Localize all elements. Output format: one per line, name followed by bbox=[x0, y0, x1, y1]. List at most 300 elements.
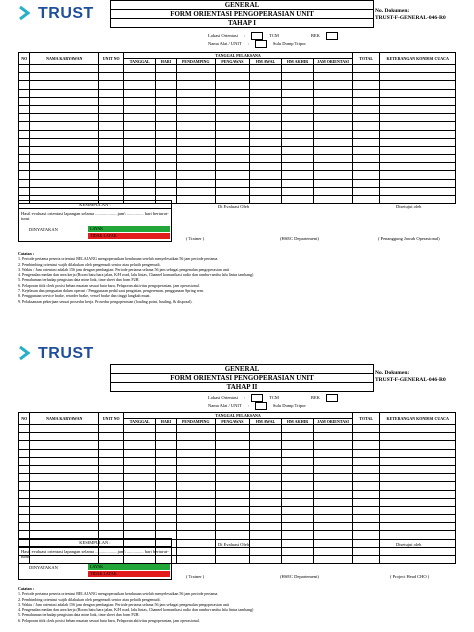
table-cell[interactable] bbox=[314, 498, 353, 506]
table-cell[interactable] bbox=[176, 547, 215, 555]
table-cell[interactable] bbox=[215, 457, 249, 465]
table-cell[interactable] bbox=[282, 425, 314, 433]
table-cell[interactable] bbox=[99, 146, 124, 154]
table-cell[interactable] bbox=[19, 146, 30, 154]
table-cell[interactable] bbox=[380, 187, 456, 195]
table-cell[interactable] bbox=[352, 523, 379, 531]
table-cell[interactable] bbox=[19, 122, 30, 130]
table-cell[interactable] bbox=[176, 490, 215, 498]
table-cell[interactable] bbox=[352, 498, 379, 506]
table-cell[interactable] bbox=[99, 523, 124, 531]
table-cell[interactable] bbox=[124, 482, 156, 490]
table-cell[interactable] bbox=[99, 433, 124, 441]
table-cell[interactable] bbox=[250, 89, 282, 97]
table-cell[interactable] bbox=[250, 506, 282, 514]
table-cell[interactable] bbox=[124, 122, 156, 130]
table-cell[interactable] bbox=[314, 523, 353, 531]
table-cell[interactable] bbox=[380, 523, 456, 531]
table-cell[interactable] bbox=[19, 155, 30, 163]
table-cell[interactable] bbox=[250, 163, 282, 171]
table-cell[interactable] bbox=[250, 556, 282, 564]
table-cell[interactable] bbox=[282, 433, 314, 441]
table-cell[interactable] bbox=[314, 441, 353, 449]
table-cell[interactable] bbox=[99, 138, 124, 146]
table-cell[interactable] bbox=[30, 81, 99, 89]
table-cell[interactable] bbox=[314, 490, 353, 498]
table-cell[interactable] bbox=[380, 425, 456, 433]
table-cell[interactable] bbox=[314, 163, 353, 171]
table-cell[interactable] bbox=[282, 506, 314, 514]
table-cell[interactable] bbox=[250, 523, 282, 531]
table-cell[interactable] bbox=[282, 556, 314, 564]
table-cell[interactable] bbox=[156, 73, 177, 81]
table-cell[interactable] bbox=[380, 65, 456, 73]
table-cell[interactable] bbox=[124, 105, 156, 113]
table-cell[interactable] bbox=[19, 105, 30, 113]
table-cell[interactable] bbox=[99, 163, 124, 171]
table-cell[interactable] bbox=[19, 482, 30, 490]
table-cell[interactable] bbox=[282, 171, 314, 179]
table-cell[interactable] bbox=[99, 65, 124, 73]
table-cell[interactable] bbox=[176, 196, 215, 204]
table-cell[interactable] bbox=[380, 457, 456, 465]
table-cell[interactable] bbox=[352, 539, 379, 547]
table-cell[interactable] bbox=[30, 130, 99, 138]
table-cell[interactable] bbox=[176, 146, 215, 154]
table-cell[interactable] bbox=[282, 97, 314, 105]
table-cell[interactable] bbox=[124, 457, 156, 465]
table-cell[interactable] bbox=[156, 122, 177, 130]
table-cell[interactable] bbox=[124, 146, 156, 154]
table-cell[interactable] bbox=[215, 196, 249, 204]
table-cell[interactable] bbox=[156, 515, 177, 523]
table-cell[interactable] bbox=[19, 515, 30, 523]
table-cell[interactable] bbox=[380, 179, 456, 187]
table-cell[interactable] bbox=[314, 73, 353, 81]
table-cell[interactable] bbox=[124, 498, 156, 506]
table-cell[interactable] bbox=[30, 465, 99, 473]
table-cell[interactable] bbox=[215, 556, 249, 564]
table-cell[interactable] bbox=[176, 179, 215, 187]
table-cell[interactable] bbox=[352, 138, 379, 146]
table-cell[interactable] bbox=[250, 114, 282, 122]
table-cell[interactable] bbox=[250, 498, 282, 506]
table-cell[interactable] bbox=[156, 171, 177, 179]
table-cell[interactable] bbox=[156, 138, 177, 146]
table-cell[interactable] bbox=[352, 449, 379, 457]
table-cell[interactable] bbox=[380, 105, 456, 113]
table-cell[interactable] bbox=[314, 65, 353, 73]
table-cell[interactable] bbox=[156, 81, 177, 89]
tidak-layak-option[interactable]: TIDAK LAYAK bbox=[88, 233, 170, 239]
table-cell[interactable] bbox=[30, 138, 99, 146]
table-cell[interactable] bbox=[19, 506, 30, 514]
table-cell[interactable] bbox=[99, 187, 124, 195]
table-cell[interactable] bbox=[215, 490, 249, 498]
table-cell[interactable] bbox=[250, 179, 282, 187]
table-cell[interactable] bbox=[282, 441, 314, 449]
table-cell[interactable] bbox=[314, 114, 353, 122]
table-cell[interactable] bbox=[380, 498, 456, 506]
table-cell[interactable] bbox=[124, 425, 156, 433]
table-cell[interactable] bbox=[314, 81, 353, 89]
table-cell[interactable] bbox=[156, 474, 177, 482]
table-cell[interactable] bbox=[352, 547, 379, 555]
unit-checkbox[interactable] bbox=[255, 402, 267, 410]
table-cell[interactable] bbox=[314, 433, 353, 441]
table-cell[interactable] bbox=[99, 515, 124, 523]
table-cell[interactable] bbox=[380, 474, 456, 482]
table-cell[interactable] bbox=[156, 97, 177, 105]
table-cell[interactable] bbox=[352, 474, 379, 482]
table-cell[interactable] bbox=[156, 163, 177, 171]
table-cell[interactable] bbox=[99, 482, 124, 490]
table-cell[interactable] bbox=[156, 441, 177, 449]
table-cell[interactable] bbox=[215, 155, 249, 163]
table-cell[interactable] bbox=[250, 81, 282, 89]
table-cell[interactable] bbox=[282, 187, 314, 195]
table-cell[interactable] bbox=[314, 187, 353, 195]
tcm-checkbox[interactable] bbox=[251, 394, 263, 402]
table-cell[interactable] bbox=[124, 474, 156, 482]
table-cell[interactable] bbox=[156, 425, 177, 433]
table-cell[interactable] bbox=[124, 171, 156, 179]
table-cell[interactable] bbox=[215, 498, 249, 506]
table-cell[interactable] bbox=[352, 457, 379, 465]
unit-checkbox[interactable] bbox=[255, 40, 267, 48]
table-cell[interactable] bbox=[176, 425, 215, 433]
table-cell[interactable] bbox=[156, 506, 177, 514]
table-cell[interactable] bbox=[99, 105, 124, 113]
table-cell[interactable] bbox=[352, 97, 379, 105]
table-cell[interactable] bbox=[250, 187, 282, 195]
table-cell[interactable] bbox=[380, 138, 456, 146]
table-cell[interactable] bbox=[282, 179, 314, 187]
table-cell[interactable] bbox=[380, 441, 456, 449]
table-cell[interactable] bbox=[176, 523, 215, 531]
table-cell[interactable] bbox=[176, 449, 215, 457]
table-cell[interactable] bbox=[215, 171, 249, 179]
table-cell[interactable] bbox=[215, 515, 249, 523]
table-cell[interactable] bbox=[250, 171, 282, 179]
table-cell[interactable] bbox=[380, 556, 456, 564]
table-cell[interactable] bbox=[352, 490, 379, 498]
table-cell[interactable] bbox=[156, 179, 177, 187]
table-cell[interactable] bbox=[380, 433, 456, 441]
table-cell[interactable] bbox=[176, 114, 215, 122]
table-cell[interactable] bbox=[352, 73, 379, 81]
table-cell[interactable] bbox=[124, 130, 156, 138]
table-cell[interactable] bbox=[124, 138, 156, 146]
table-cell[interactable] bbox=[124, 465, 156, 473]
table-cell[interactable] bbox=[215, 114, 249, 122]
table-cell[interactable] bbox=[380, 130, 456, 138]
table-cell[interactable] bbox=[156, 130, 177, 138]
table-cell[interactable] bbox=[314, 138, 353, 146]
table-cell[interactable] bbox=[215, 73, 249, 81]
table-cell[interactable] bbox=[314, 465, 353, 473]
table-cell[interactable] bbox=[156, 89, 177, 97]
table-cell[interactable] bbox=[156, 523, 177, 531]
table-cell[interactable] bbox=[215, 465, 249, 473]
table-cell[interactable] bbox=[380, 97, 456, 105]
table-cell[interactable] bbox=[380, 122, 456, 130]
table-cell[interactable] bbox=[19, 89, 30, 97]
table-cell[interactable] bbox=[352, 196, 379, 204]
table-cell[interactable] bbox=[314, 457, 353, 465]
table-cell[interactable] bbox=[99, 179, 124, 187]
table-cell[interactable] bbox=[282, 196, 314, 204]
table-cell[interactable] bbox=[380, 547, 456, 555]
tidak-layak-option[interactable]: TIDAK LAYAK bbox=[88, 571, 170, 577]
table-cell[interactable] bbox=[124, 490, 156, 498]
table-cell[interactable] bbox=[99, 425, 124, 433]
table-cell[interactable] bbox=[30, 179, 99, 187]
table-cell[interactable] bbox=[250, 122, 282, 130]
table-cell[interactable] bbox=[124, 73, 156, 81]
table-cell[interactable] bbox=[19, 97, 30, 105]
table-cell[interactable] bbox=[30, 65, 99, 73]
table-cell[interactable] bbox=[352, 105, 379, 113]
table-cell[interactable] bbox=[30, 482, 99, 490]
table-cell[interactable] bbox=[250, 433, 282, 441]
table-cell[interactable] bbox=[352, 163, 379, 171]
table-cell[interactable] bbox=[19, 433, 30, 441]
table-cell[interactable] bbox=[250, 97, 282, 105]
table-cell[interactable] bbox=[156, 187, 177, 195]
table-cell[interactable] bbox=[250, 73, 282, 81]
table-cell[interactable] bbox=[250, 465, 282, 473]
table-cell[interactable] bbox=[282, 482, 314, 490]
table-cell[interactable] bbox=[124, 187, 156, 195]
table-cell[interactable] bbox=[282, 547, 314, 555]
table-cell[interactable] bbox=[314, 122, 353, 130]
table-cell[interactable] bbox=[124, 179, 156, 187]
table-cell[interactable] bbox=[314, 474, 353, 482]
table-cell[interactable] bbox=[176, 457, 215, 465]
table-cell[interactable] bbox=[176, 163, 215, 171]
table-cell[interactable] bbox=[99, 155, 124, 163]
table-cell[interactable] bbox=[19, 498, 30, 506]
table-cell[interactable] bbox=[176, 465, 215, 473]
table-cell[interactable] bbox=[215, 105, 249, 113]
table-cell[interactable] bbox=[30, 163, 99, 171]
table-cell[interactable] bbox=[124, 449, 156, 457]
table-cell[interactable] bbox=[352, 130, 379, 138]
table-cell[interactable] bbox=[314, 515, 353, 523]
table-cell[interactable] bbox=[19, 187, 30, 195]
table-cell[interactable] bbox=[250, 146, 282, 154]
table-cell[interactable] bbox=[176, 556, 215, 564]
table-cell[interactable] bbox=[176, 433, 215, 441]
table-cell[interactable] bbox=[30, 146, 99, 154]
table-cell[interactable] bbox=[352, 425, 379, 433]
table-cell[interactable] bbox=[156, 457, 177, 465]
table-cell[interactable] bbox=[380, 114, 456, 122]
table-cell[interactable] bbox=[215, 523, 249, 531]
table-cell[interactable] bbox=[282, 515, 314, 523]
table-cell[interactable] bbox=[19, 138, 30, 146]
table-cell[interactable] bbox=[380, 155, 456, 163]
table-cell[interactable] bbox=[282, 163, 314, 171]
table-cell[interactable] bbox=[124, 65, 156, 73]
table-cell[interactable] bbox=[314, 482, 353, 490]
table-cell[interactable] bbox=[282, 89, 314, 97]
table-cell[interactable] bbox=[156, 465, 177, 473]
table-cell[interactable] bbox=[176, 474, 215, 482]
table-cell[interactable] bbox=[215, 482, 249, 490]
table-cell[interactable] bbox=[176, 531, 215, 539]
table-cell[interactable] bbox=[215, 146, 249, 154]
table-cell[interactable] bbox=[176, 187, 215, 195]
table-cell[interactable] bbox=[19, 73, 30, 81]
table-cell[interactable] bbox=[215, 163, 249, 171]
table-cell[interactable] bbox=[380, 449, 456, 457]
table-cell[interactable] bbox=[30, 122, 99, 130]
table-cell[interactable] bbox=[176, 498, 215, 506]
table-cell[interactable] bbox=[250, 155, 282, 163]
table-cell[interactable] bbox=[156, 114, 177, 122]
table-cell[interactable] bbox=[314, 449, 353, 457]
table-cell[interactable] bbox=[250, 547, 282, 555]
table-cell[interactable] bbox=[250, 531, 282, 539]
table-cell[interactable] bbox=[156, 449, 177, 457]
table-cell[interactable] bbox=[30, 73, 99, 81]
table-cell[interactable] bbox=[250, 457, 282, 465]
table-cell[interactable] bbox=[250, 515, 282, 523]
table-cell[interactable] bbox=[176, 65, 215, 73]
table-cell[interactable] bbox=[99, 465, 124, 473]
table-cell[interactable] bbox=[176, 138, 215, 146]
table-cell[interactable] bbox=[352, 171, 379, 179]
table-cell[interactable] bbox=[314, 105, 353, 113]
table-cell[interactable] bbox=[176, 89, 215, 97]
table-cell[interactable] bbox=[30, 523, 99, 531]
table-cell[interactable] bbox=[380, 146, 456, 154]
table-cell[interactable] bbox=[380, 506, 456, 514]
table-cell[interactable] bbox=[282, 130, 314, 138]
table-cell[interactable] bbox=[19, 465, 30, 473]
table-cell[interactable] bbox=[156, 65, 177, 73]
table-cell[interactable] bbox=[30, 506, 99, 514]
table-cell[interactable] bbox=[99, 81, 124, 89]
table-cell[interactable] bbox=[99, 122, 124, 130]
table-cell[interactable] bbox=[30, 97, 99, 105]
table-cell[interactable] bbox=[352, 155, 379, 163]
table-cell[interactable] bbox=[282, 114, 314, 122]
table-cell[interactable] bbox=[215, 65, 249, 73]
table-cell[interactable] bbox=[314, 97, 353, 105]
table-cell[interactable] bbox=[176, 122, 215, 130]
table-cell[interactable] bbox=[99, 171, 124, 179]
table-cell[interactable] bbox=[124, 155, 156, 163]
table-cell[interactable] bbox=[215, 179, 249, 187]
table-cell[interactable] bbox=[380, 73, 456, 81]
table-cell[interactable] bbox=[380, 196, 456, 204]
table-cell[interactable] bbox=[250, 425, 282, 433]
table-cell[interactable] bbox=[30, 171, 99, 179]
table-cell[interactable] bbox=[282, 449, 314, 457]
table-cell[interactable] bbox=[124, 81, 156, 89]
table-cell[interactable] bbox=[380, 89, 456, 97]
table-cell[interactable] bbox=[176, 73, 215, 81]
table-cell[interactable] bbox=[124, 163, 156, 171]
table-cell[interactable] bbox=[30, 474, 99, 482]
table-cell[interactable] bbox=[215, 130, 249, 138]
table-cell[interactable] bbox=[30, 433, 99, 441]
table-cell[interactable] bbox=[99, 89, 124, 97]
table-cell[interactable] bbox=[380, 531, 456, 539]
table-cell[interactable] bbox=[282, 105, 314, 113]
table-cell[interactable] bbox=[314, 171, 353, 179]
table-cell[interactable] bbox=[282, 498, 314, 506]
table-cell[interactable] bbox=[314, 130, 353, 138]
table-cell[interactable] bbox=[99, 449, 124, 457]
table-cell[interactable] bbox=[19, 490, 30, 498]
table-cell[interactable] bbox=[215, 441, 249, 449]
table-cell[interactable] bbox=[215, 433, 249, 441]
table-cell[interactable] bbox=[156, 498, 177, 506]
bek-checkbox[interactable] bbox=[326, 32, 338, 40]
table-cell[interactable] bbox=[19, 179, 30, 187]
table-cell[interactable] bbox=[19, 114, 30, 122]
table-cell[interactable] bbox=[19, 81, 30, 89]
table-cell[interactable] bbox=[250, 539, 282, 547]
table-cell[interactable] bbox=[352, 114, 379, 122]
table-cell[interactable] bbox=[19, 163, 30, 171]
table-cell[interactable] bbox=[30, 457, 99, 465]
table-cell[interactable] bbox=[314, 89, 353, 97]
table-cell[interactable] bbox=[380, 482, 456, 490]
table-cell[interactable] bbox=[314, 179, 353, 187]
table-cell[interactable] bbox=[30, 425, 99, 433]
table-cell[interactable] bbox=[124, 114, 156, 122]
table-cell[interactable] bbox=[215, 187, 249, 195]
table-cell[interactable] bbox=[215, 531, 249, 539]
table-cell[interactable] bbox=[156, 433, 177, 441]
table-cell[interactable] bbox=[215, 425, 249, 433]
table-cell[interactable] bbox=[250, 474, 282, 482]
table-cell[interactable] bbox=[99, 490, 124, 498]
table-cell[interactable] bbox=[215, 81, 249, 89]
table-cell[interactable] bbox=[352, 465, 379, 473]
table-cell[interactable] bbox=[314, 425, 353, 433]
table-cell[interactable] bbox=[19, 65, 30, 73]
table-cell[interactable] bbox=[282, 65, 314, 73]
table-cell[interactable] bbox=[30, 490, 99, 498]
table-cell[interactable] bbox=[282, 490, 314, 498]
bek-checkbox[interactable] bbox=[326, 394, 338, 402]
tcm-checkbox[interactable] bbox=[251, 32, 263, 40]
table-cell[interactable] bbox=[314, 531, 353, 539]
table-cell[interactable] bbox=[352, 187, 379, 195]
table-cell[interactable] bbox=[176, 539, 215, 547]
table-cell[interactable] bbox=[250, 490, 282, 498]
table-cell[interactable] bbox=[19, 130, 30, 138]
table-cell[interactable] bbox=[30, 498, 99, 506]
table-cell[interactable] bbox=[30, 187, 99, 195]
table-cell[interactable] bbox=[124, 89, 156, 97]
table-cell[interactable] bbox=[352, 65, 379, 73]
table-cell[interactable] bbox=[176, 515, 215, 523]
table-cell[interactable] bbox=[282, 474, 314, 482]
table-cell[interactable] bbox=[156, 146, 177, 154]
table-cell[interactable] bbox=[282, 523, 314, 531]
table-cell[interactable] bbox=[99, 498, 124, 506]
table-cell[interactable] bbox=[156, 490, 177, 498]
table-cell[interactable] bbox=[176, 97, 215, 105]
table-cell[interactable] bbox=[250, 449, 282, 457]
